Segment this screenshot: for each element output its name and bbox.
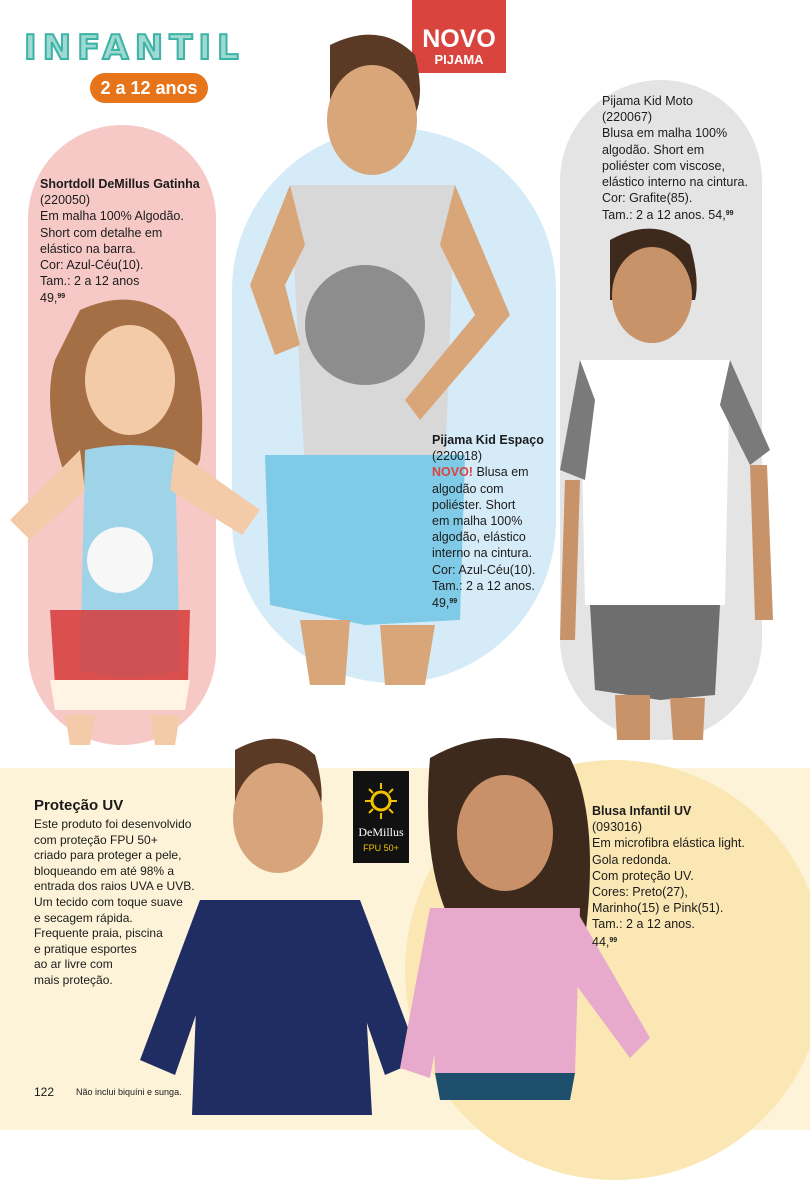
product-price: Tam.: 2 a 12 anos. 54,99 — [602, 208, 734, 223]
uv-info-line: Este produto foi desenvolvido — [34, 817, 192, 831]
product-detail-line: Tam.: 2 a 12 anos. — [592, 917, 695, 932]
product-detail-line: algodão. Short em — [602, 142, 705, 157]
uv-info-line: criado para proteger a pele, — [34, 848, 182, 863]
product-espaco-description — [432, 432, 552, 611]
novo-tag: NOVO! — [432, 465, 473, 480]
uv-info-line: Frequente praia, piscina — [34, 926, 163, 941]
demillus-fpu-logo — [353, 771, 409, 863]
product-code: (220018) — [432, 449, 483, 464]
uv-info-line: e pratique esportes — [34, 941, 137, 956]
uv-info-line: mais proteção. — [34, 972, 113, 987]
product-detail-line: NOVO! Blusa em — [432, 465, 529, 480]
product-detail-line: Cor: Azul-Céu(10). — [432, 562, 536, 577]
uv-protection-title: Proteção UV — [34, 797, 124, 814]
product-name: Pijama Kid Espaço — [432, 433, 544, 447]
product-price: 44,99 — [592, 934, 618, 949]
product-detail-line: Marinho(15) e Pink(51). — [592, 901, 724, 916]
product-code: (220067) — [602, 110, 653, 125]
product-code: (220050) — [40, 193, 91, 208]
product-detail-line: Short com detalhe em — [40, 225, 163, 240]
product-detail-line: Em microfibra elástica light. — [592, 836, 745, 851]
product-name: Shortdoll DeMillus Gatinha — [40, 177, 200, 191]
product-detail-line: poliéster com viscose, — [602, 158, 725, 173]
demillus-brand-name: DeMillus — [358, 825, 404, 839]
product-name: Pijama Kid Moto — [602, 94, 694, 108]
girl-gatinha-photo — [10, 290, 265, 750]
uv-info-line: Um tecido com toque suave — [34, 894, 183, 909]
uv-info-line: e secagem rápida. — [34, 910, 133, 925]
uv-info-line: bloqueando em até 98% a — [34, 863, 175, 878]
product-detail-line: Blusa em malha 100% — [602, 126, 728, 141]
product-detail-line: poliéster. Short — [432, 497, 516, 512]
product-detail-line: Cor: Grafite(85). — [602, 191, 693, 206]
sun-icon — [365, 781, 397, 821]
product-detail-line: Em malha 100% Algodão. — [40, 209, 184, 224]
novo-flag-subtitle: PIJAMA — [434, 52, 484, 67]
product-detail-line: em malha 100% — [432, 514, 523, 529]
product-price: 49,99 — [432, 596, 458, 611]
product-code: (093016) — [592, 820, 643, 835]
product-detail-line: Tam.: 2 a 12 anos — [40, 274, 140, 289]
footnote: Não inclui biquíni e sunga. — [76, 1087, 182, 1097]
category-title: INFANTIL — [24, 28, 245, 68]
product-detail-line: Cor: Azul-Céu(10). — [40, 258, 144, 273]
uv-protection-info — [34, 797, 224, 989]
product-detail-line: elástico interno na cintura. — [602, 175, 748, 190]
product-detail-line: Com proteção UV. — [592, 868, 694, 883]
product-detail-line: algodão com — [432, 481, 504, 496]
fpu-badge: FPU 50+ — [363, 843, 399, 853]
novo-flag-title: NOVO — [422, 25, 496, 53]
product-detail-line: Cores: Preto(27), — [592, 885, 688, 900]
page-number: 122 — [34, 1085, 55, 1099]
product-detail-line: interno na cintura. — [432, 546, 533, 561]
product-detail-line: Tam.: 2 a 12 anos. — [432, 578, 535, 593]
product-price: 49,99 — [40, 291, 66, 306]
uv-info-line: com proteção FPU 50+ — [34, 832, 158, 847]
product-detail-line: algodão, elástico — [432, 530, 526, 545]
product-name: Blusa Infantil UV — [592, 804, 692, 818]
product-moto-description — [602, 93, 777, 224]
product-blusa-uv-description — [592, 803, 772, 950]
boy-moto-photo — [555, 220, 780, 745]
uv-info-line: ao ar livre com — [34, 957, 113, 972]
uv-info-line: entrada dos raios UVA e UVB. — [34, 879, 195, 894]
product-detail-line: elástico na barra. — [40, 241, 136, 256]
product-detail-line: Gola redonda. — [592, 852, 672, 867]
age-range-badge: 2 a 12 anos — [90, 73, 208, 103]
product-gatinha-description — [40, 176, 230, 307]
